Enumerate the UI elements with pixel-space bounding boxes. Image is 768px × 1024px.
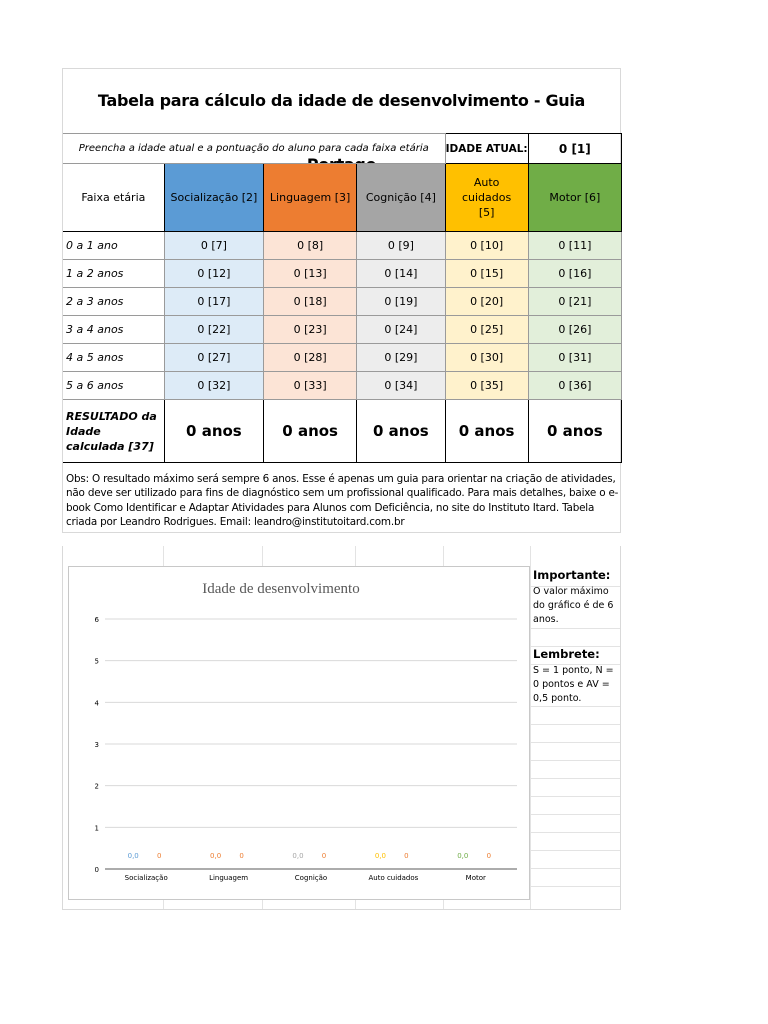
grid-line [531,868,620,869]
data-label: 0 [239,852,244,860]
data-label: 0,0 [374,852,386,860]
development-age-chart[interactable] [68,566,530,900]
result-linguagem: 0 anos [264,400,357,463]
data-label: 0 [321,852,327,860]
grid-line [531,742,620,743]
lembrete-text: S = 1 ponto, N = 0 pontos e AV = 0,5 ponto. [533,665,614,704]
data-label: 0 [156,852,162,860]
score-cell-cognicao[interactable]: 0 [29] [357,344,445,372]
table-row [63,344,622,372]
y-tick-label: 5 [94,657,99,666]
table-row [63,260,622,288]
score-cell-cognicao[interactable]: 0 [9] [357,232,445,260]
x-tick-label: Auto cuidados [368,874,419,882]
score-cell-linguagem[interactable]: 0 [33] [264,372,357,400]
data-label: 0 [486,852,492,860]
grid-line [531,778,620,779]
data-label: 0,0 [210,852,222,860]
score-cell-socializacao[interactable]: 0 [7] [164,232,263,260]
chart-title: Idade de desenvolvimento [202,581,360,597]
age-range-label: 5 a 6 anos [63,372,164,400]
y-tick-label: 1 [94,824,99,833]
header-socializacao: Socialização [2] [164,164,263,232]
score-cell-cognicao[interactable]: 0 [14] [357,260,445,288]
header-linguagem: Linguagem [3] [264,164,357,232]
y-tick-label: 0 [94,866,99,874]
result-label-text: RESULTADO da Idade calculada [37] [66,409,157,453]
lembrete-title: Lembrete: [533,647,600,661]
grid-line [531,760,620,761]
page-title: Tabela para cálculo da idade de desenvolvimento - Guia [97,91,586,110]
idade-atual-label: IDADE ATUAL: [445,134,528,164]
grid-line [531,832,620,833]
grid-line [531,796,620,797]
y-tick-label: 4 [94,699,99,708]
score-cell-cognicao[interactable]: 0 [34] [357,372,445,400]
score-cell-linguagem[interactable]: 0 [8] [264,232,357,260]
grid-line [530,546,531,909]
score-cell-motor[interactable]: 0 [31] [528,344,621,372]
data-label: 0,0 [457,852,469,860]
score-cell-linguagem[interactable]: 0 [28] [264,344,357,372]
result-motor: 0 anos [528,400,621,463]
x-tick-label: Cognição [294,874,328,882]
calculation-sheet [62,68,621,533]
idade-atual-input[interactable]: 0 [1] [528,134,621,164]
score-cell-socializacao[interactable]: 0 [17] [164,288,263,316]
y-tick-label: 6 [94,616,99,624]
importante-title: Importante: [533,568,611,582]
score-cell-motor[interactable]: 0 [16] [528,260,621,288]
data-label: 0,0 [292,852,304,860]
instruction-text: Preencha a idade atual e a pontuação do aluno para cada faixa etária [63,134,445,164]
score-cell-socializacao[interactable]: 0 [12] [164,260,263,288]
grid-line [531,628,620,629]
table-row [63,316,622,344]
age-range-label: 1 a 2 anos [63,260,164,288]
age-range-label: 2 a 3 anos [63,288,164,316]
result-cognicao: 0 anos [357,400,445,463]
grid-line [531,850,620,851]
score-cell-motor[interactable]: 0 [36] [528,372,621,400]
score-cell-auto-cuidados[interactable]: 0 [10] [445,232,528,260]
observation-note: Obs: O resultado máximo será sempre 6 anos. Esse é apenas um guia para orientar na criação de atividades, não deve ser utilizado para fins de diagnóstico sem um profissional qualificado. Para mais detalhes, baixe o e-book Como Identificar e Adaptar Atividades para Alunos com Deficiência, no site do Instituto Itard. Tabela criada por Leandro Rodrigues. Email: leandro@institutoitard.com.br [66,473,619,528]
score-cell-motor[interactable]: 0 [11] [528,232,621,260]
table-row [63,232,622,260]
grid-line [531,724,620,725]
result-label [63,400,164,463]
data-label: 0,0 [127,852,139,860]
age-range-label: 0 a 1 ano [63,232,164,260]
header-cognicao: Cognição [4] [357,164,445,232]
grid-line [531,814,620,815]
result-auto-cuidados: 0 anos [445,400,528,463]
score-cell-auto-cuidados[interactable]: 0 [20] [445,288,528,316]
header-auto-cuidados [445,164,528,232]
score-cell-linguagem[interactable]: 0 [23] [264,316,357,344]
chart-canvas [69,567,529,899]
importante-text: O valor máximo do gráfico é de 6 anos. [533,586,614,625]
header-faixa-etaria: Faixa etária [63,164,164,232]
score-cell-socializacao[interactable]: 0 [27] [164,344,263,372]
score-cell-auto-cuidados[interactable]: 0 [15] [445,260,528,288]
grid-line [531,706,620,707]
x-tick-label: Socialização [124,874,168,882]
data-label: 0 [404,852,409,860]
score-cell-cognicao[interactable]: 0 [24] [357,316,445,344]
score-cell-auto-cuidados[interactable]: 0 [25] [445,316,528,344]
age-range-label: 3 a 4 anos [63,316,164,344]
score-cell-socializacao[interactable]: 0 [22] [164,316,263,344]
score-cell-motor[interactable]: 0 [26] [528,316,621,344]
score-cell-auto-cuidados[interactable]: 0 [35] [445,372,528,400]
result-socializacao: 0 anos [164,400,263,463]
portage-table [63,133,622,463]
score-cell-cognicao[interactable]: 0 [19] [357,288,445,316]
score-cell-socializacao[interactable]: 0 [32] [164,372,263,400]
score-cell-linguagem[interactable]: 0 [18] [264,288,357,316]
header-auto-cuidados-label: Auto cuidados [5] [461,176,512,219]
header-motor: Motor [6] [528,164,621,232]
x-tick-label: Motor [465,874,486,882]
table-row [63,372,622,400]
score-cell-motor[interactable]: 0 [21] [528,288,621,316]
grid-line [531,886,620,887]
y-tick-label: 3 [94,741,99,749]
score-cell-linguagem[interactable]: 0 [13] [264,260,357,288]
y-tick-label: 2 [94,782,99,791]
table-row [63,288,622,316]
score-cell-auto-cuidados[interactable]: 0 [30] [445,344,528,372]
x-tick-label: Linguagem [209,874,249,882]
age-range-label: 4 a 5 anos [63,344,164,372]
